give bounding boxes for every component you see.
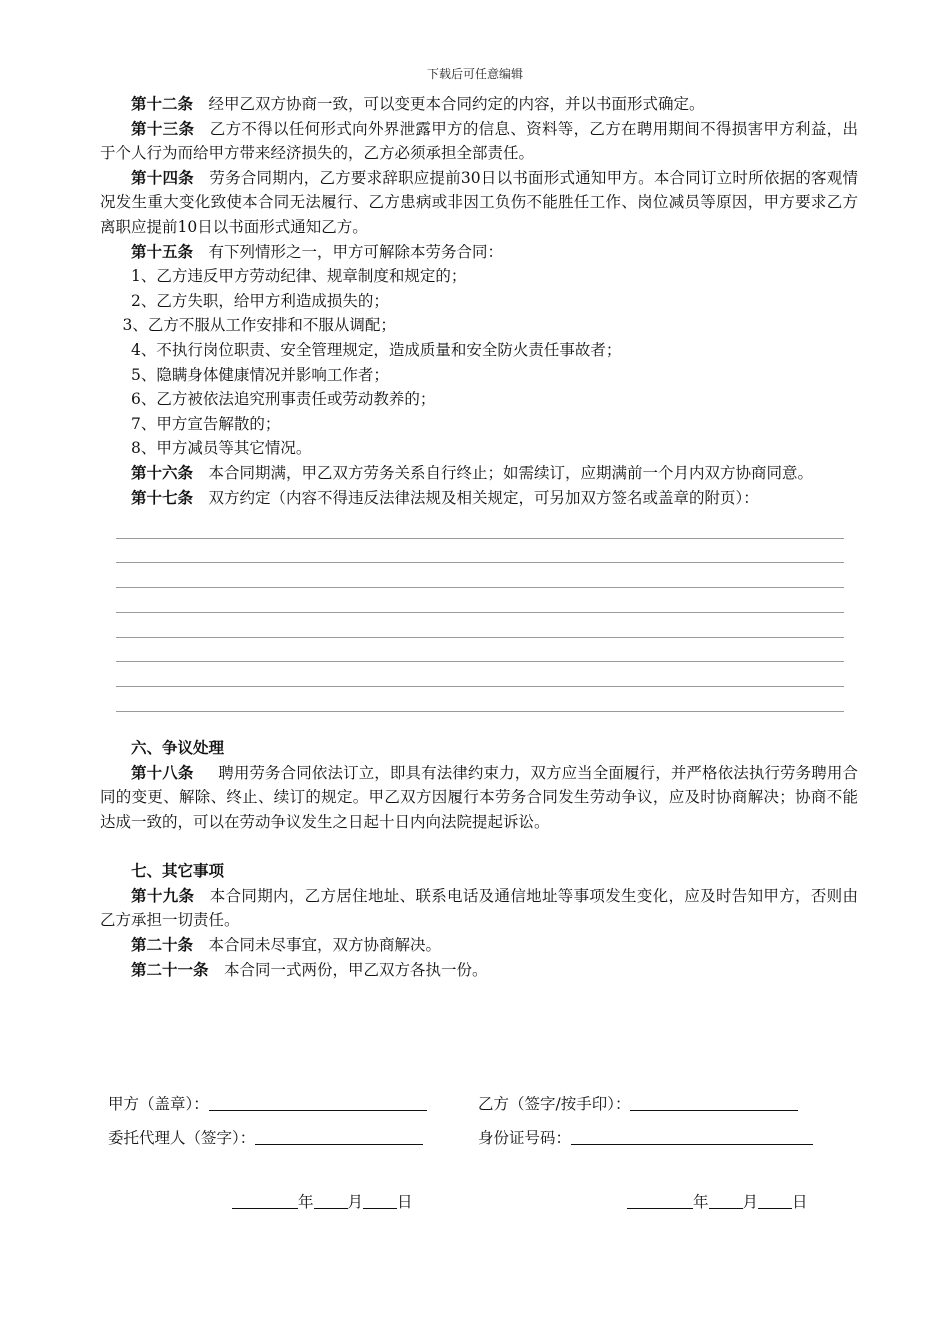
day-label: 日 [397, 1193, 413, 1211]
article-text: 劳务合同期内，乙方要求辞职应提前30日以书面形式通知甲方。本合同订立时所依据的客观情况发生重大变化致使本合同无法履行、乙方患病或非因工负伤不能胜任工作、岗位减员等原因，甲方要求乙方离职应提前10日以书面形式通知乙方。 [100, 168, 858, 236]
article-number: 第十二条 [131, 94, 194, 113]
list-item: 6、乙方被依法追究刑事责任或劳动教养的； [131, 390, 436, 409]
party-a-signature [108, 1092, 427, 1114]
day-label: 日 [792, 1193, 808, 1211]
year-label: 年 [693, 1193, 709, 1211]
article-text: 双方约定（内容不得违反法律法规及相关规定，可另加双方签名或盖章的附页）： [208, 488, 759, 507]
month-label: 月 [742, 1193, 759, 1211]
year-label: 年 [298, 1193, 314, 1211]
article-number: 第十八条 [131, 762, 194, 782]
section-title-other: 七、其它事项 [131, 861, 225, 881]
list-item: 1、乙方违反甲方劳动纪律、规章制度和规定的； [131, 267, 467, 286]
month-label: 月 [347, 1193, 364, 1211]
article-number: 第二十一条 [131, 959, 209, 979]
article-text: 本合同未尽事宜，双方协商解决。 [208, 935, 442, 954]
date-party-b [627, 1190, 808, 1212]
article-text: 本合同期满，甲乙双方劳务关系自行终止；如需续订，应期满前一个月内双方协商同意。 [208, 463, 814, 482]
list-item: 3、乙方不服从工作安排和不服从调配； [122, 316, 396, 335]
article-number: 第十五条 [131, 241, 194, 261]
list-item: 4、不执行岗位职责、安全管理规定，造成质量和安全防火责任事故者； [131, 340, 622, 359]
party-b-signature [478, 1092, 798, 1114]
list-item: 8、甲方减员等其它情况。 [131, 439, 312, 458]
blank-line[interactable] [116, 638, 844, 663]
article-14 [100, 166, 858, 240]
article-number: 第二十条 [131, 934, 194, 954]
article-17 [100, 486, 858, 511]
article-text: 乙方不得以任何形式向外界泄露甲方的信息、资料等，乙方在聘用期间不得损害甲方利益，出于个人行为而给甲方带来经济损失的，乙方必须承担全部责任。 [100, 119, 858, 163]
id-number [478, 1126, 813, 1148]
blank-line[interactable] [116, 563, 844, 588]
blank-line[interactable] [116, 588, 844, 613]
article-12 [100, 92, 858, 117]
blank-line[interactable] [116, 539, 844, 564]
article-21 [100, 958, 858, 983]
blank-line[interactable] [116, 662, 844, 687]
id-number-field[interactable] [571, 1127, 813, 1145]
article-number: 第十四条 [131, 167, 194, 187]
id-number-label: 身份证号码： [478, 1129, 572, 1147]
article-number: 第十九条 [131, 885, 195, 905]
article-18 [100, 761, 858, 835]
page-header: 下载后可任意编辑 [426, 67, 523, 81]
month-field[interactable] [709, 1191, 743, 1209]
agent-signature [108, 1126, 423, 1148]
article-16 [100, 461, 858, 486]
list-item: 2、乙方失职，给甲方利造成损失的； [131, 291, 389, 310]
article-13 [100, 117, 858, 166]
list-item: 5、隐瞒身体健康情况并影响工作者； [131, 365, 389, 384]
month-field[interactable] [314, 1191, 348, 1209]
agent-label: 委托代理人（签字）： [108, 1129, 256, 1147]
list-item: 7、甲方宣告解散的； [131, 414, 281, 433]
blank-line[interactable] [116, 613, 844, 638]
party-a-sign-field[interactable] [209, 1093, 427, 1111]
agreement-lines [116, 514, 844, 712]
article-text: 本合同一式两份，甲乙双方各执一份。 [224, 960, 488, 979]
contract-body [100, 92, 858, 982]
article-number: 第十六条 [131, 462, 194, 482]
article-text: 有下列情形之一，甲方可解除本劳务合同： [208, 242, 504, 261]
blank-line[interactable] [116, 687, 844, 712]
party-b-sign-field[interactable] [630, 1093, 798, 1111]
year-field[interactable] [232, 1191, 298, 1209]
article-19 [100, 884, 858, 933]
year-field[interactable] [627, 1191, 693, 1209]
blank-line[interactable] [116, 514, 844, 539]
agent-sign-field[interactable] [255, 1127, 423, 1145]
party-b-label: 乙方（签字/按手印）： [478, 1095, 631, 1113]
article-number: 第十七条 [131, 487, 194, 507]
section-title-dispute: 六、争议处理 [131, 738, 225, 758]
article-15 [100, 240, 858, 265]
article-text: 聘用劳务合同依法订立，即具有法律约束力，双方应当全面履行，并严格依法执行劳务聘用合同的变更、解除、终止、续订的规定。甲乙双方因履行本劳务合同发生劳动争议，应及时协商解决；协商不能达成一致的，可以在劳动争议发生之日起十日内向法院提起诉讼。 [100, 763, 858, 831]
article-text: 本合同期内，乙方居住地址、联系电话及通信地址等事项发生变化，应及时告知甲方，否则由乙方承担一切责任。 [100, 886, 858, 930]
party-a-label: 甲方（盖章）： [108, 1095, 209, 1113]
article-number: 第十三条 [131, 118, 195, 138]
day-field[interactable] [758, 1191, 792, 1209]
article-text: 经甲乙双方协商一致，可以变更本合同约定的内容，并以书面形式确定。 [208, 95, 705, 113]
day-field[interactable] [363, 1191, 397, 1209]
article-20 [100, 933, 858, 958]
date-party-a [232, 1190, 413, 1212]
